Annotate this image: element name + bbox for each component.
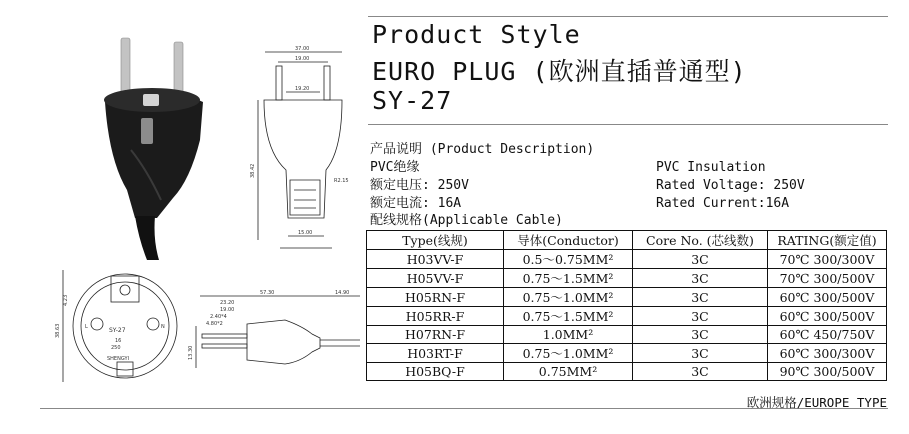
side-dim-a: 23.20 xyxy=(220,300,235,306)
cell-core: 3C xyxy=(633,288,768,307)
top-rule xyxy=(368,16,888,17)
plug-front-view xyxy=(55,262,180,392)
cell-rating: 60℃ 300/500V xyxy=(768,307,887,326)
cell-rating: 70℃ 300/500V xyxy=(768,269,887,288)
side-dim-cable: 14.90 xyxy=(335,290,350,296)
side-dim-total: 57.30 xyxy=(260,290,275,296)
table-header-row xyxy=(367,231,887,250)
col-type: Type(线规) xyxy=(367,231,504,250)
dim-top-width: 37.00 xyxy=(295,46,310,52)
description-cn-1: PVC绝缘 xyxy=(370,160,420,175)
table-row xyxy=(367,363,887,381)
side-dim-e: 13.30 xyxy=(188,345,194,360)
cell-conductor: 0.5～0.75MM² xyxy=(504,250,633,269)
table-row xyxy=(367,307,887,326)
col-conductor: 导体(Conductor) xyxy=(504,231,633,250)
dim-bottom-width: 15.00 xyxy=(298,230,313,236)
cell-core: 3C xyxy=(633,326,768,344)
description-heading: 产品说明 (Product Description) xyxy=(370,142,595,157)
description-en-1: PVC Insulation xyxy=(656,160,766,175)
cell-core: 3C xyxy=(633,363,768,381)
description-en-3: Rated Current:16A xyxy=(656,196,790,211)
cell-type: H03RT-F xyxy=(367,344,504,363)
cell-conductor: 0.75～1.0MM² xyxy=(504,344,633,363)
description-cn-3: 额定电流: 16A xyxy=(370,196,462,211)
front-L: L xyxy=(85,324,88,330)
col-rating: RATING(额定值) xyxy=(768,231,887,250)
cell-rating: 60℃ 300/300V xyxy=(768,344,887,363)
plug-cable xyxy=(135,216,159,260)
cell-rating: 60℃ 300/500V xyxy=(768,288,887,307)
description-en-2: Rated Voltage: 250V xyxy=(656,178,805,193)
cell-type: H07RN-F xyxy=(367,326,504,344)
front-dim-top: 4.23 xyxy=(63,294,69,306)
cell-rating: 90℃ 300/500V xyxy=(768,363,887,381)
cable-heading: 配线规格(Applicable Cable) xyxy=(370,213,563,228)
cell-type: H03VV-F xyxy=(367,250,504,269)
side-dim-d: 4.80*2 xyxy=(206,321,223,327)
front-brand: SHENGYI xyxy=(107,356,129,362)
table-row xyxy=(367,344,887,363)
cell-conductor: 0.75～1.0MM² xyxy=(504,288,633,307)
cell-core: 3C xyxy=(633,344,768,363)
cell-core: 3C xyxy=(633,250,768,269)
front-voltage: 250 xyxy=(111,345,121,351)
table-row xyxy=(367,269,887,288)
table-row xyxy=(367,250,887,269)
cell-core: 3C xyxy=(633,307,768,326)
front-label: SY-27 xyxy=(109,327,126,334)
front-N: N xyxy=(161,324,165,330)
front-dim-height: 38.63 xyxy=(55,323,61,338)
description-cn-2: 额定电压: 250V xyxy=(370,178,469,193)
dim-pin-span: 19.00 xyxy=(295,56,310,62)
cell-conductor: 0.75～1.5MM² xyxy=(504,269,633,288)
title-rule xyxy=(368,124,888,125)
side-dim-c: 2.40*4 xyxy=(210,314,227,320)
product-style-title: Product Style xyxy=(372,20,581,49)
cell-type: H05BQ-F xyxy=(367,363,504,381)
cable-spec-table xyxy=(366,230,887,381)
col-core-no: Core No. (芯线数) xyxy=(633,231,768,250)
plug-photo xyxy=(95,30,225,260)
table-row xyxy=(367,326,887,344)
cell-conductor: 0.75MM² xyxy=(504,363,633,381)
dim-radius: R2.15 xyxy=(334,178,349,184)
dim-height: 38.42 xyxy=(250,163,256,178)
cell-conductor: 1.0MM² xyxy=(504,326,633,344)
table-row xyxy=(367,288,887,307)
product-name-title: EURO PLUG (欧洲直插普通型) xyxy=(372,57,747,86)
dim-pin-base: 19.20 xyxy=(295,86,310,92)
footer-label: 欧洲规格/EUROPE TYPE xyxy=(746,395,887,410)
cell-rating: 70℃ 300/300V xyxy=(768,250,887,269)
cell-type: H05RN-F xyxy=(367,288,504,307)
side-dim-b: 19.00 xyxy=(220,307,235,313)
plug-dimension-drawing xyxy=(250,40,360,270)
front-rating: 16 xyxy=(115,338,122,344)
cell-type: H05RR-F xyxy=(367,307,504,326)
plug-side-view xyxy=(190,290,365,375)
cell-rating: 60℃ 450/750V xyxy=(768,326,887,344)
cell-type: H05VV-F xyxy=(367,269,504,288)
cell-conductor: 0.75～1.5MM² xyxy=(504,307,633,326)
cell-core: 3C xyxy=(633,269,768,288)
model-number: SY-27 xyxy=(372,86,453,115)
